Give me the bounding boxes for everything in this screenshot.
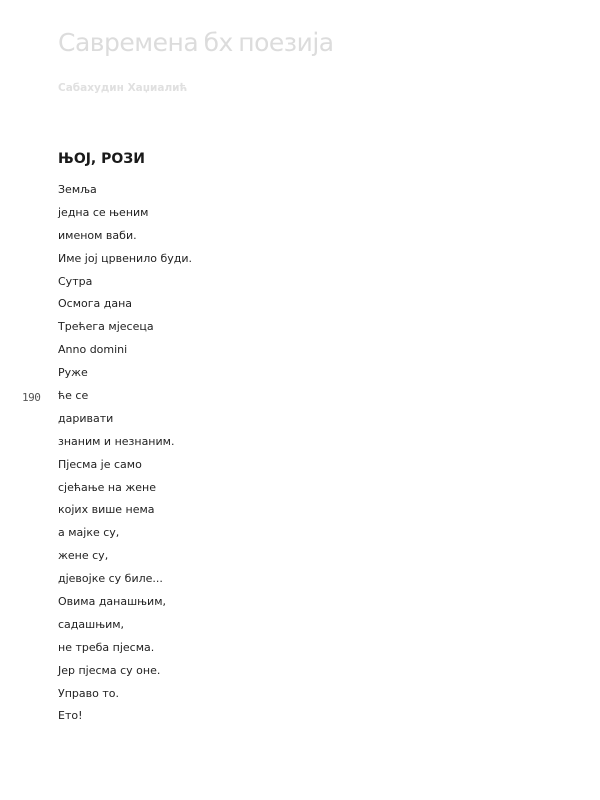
poem-line: Земља — [58, 183, 97, 196]
poem-line: Руже — [58, 366, 88, 380]
poem-line: дјевојке су биле... — [58, 572, 163, 586]
poem-line: Овима данашњим, — [58, 595, 166, 609]
poem-line: Ето! — [58, 709, 83, 723]
poem-line: Управо то. — [58, 686, 119, 700]
page-number: 190 — [22, 391, 41, 404]
poem-line: ће се — [58, 389, 89, 403]
poem-line: не треба пјесма. — [58, 640, 155, 654]
poem-line: сјећање на жене — [58, 480, 156, 494]
poem-line: Јер пјесма су оне. — [58, 663, 161, 677]
poem-line: једна се њеним — [58, 205, 149, 219]
poem-line: даривати — [58, 411, 114, 425]
poem-body — [58, 181, 192, 730]
poem-line: којих више нема — [58, 503, 155, 517]
poem-line: Име јој црвенило буди. — [58, 251, 192, 265]
poem-title: ЊОЈ, РОЗИ — [58, 151, 145, 167]
running-title: Савремена бх поезија — [58, 28, 334, 57]
poem-line: знаним и незнаним. — [58, 434, 175, 448]
poem-line: именом ваби. — [58, 228, 137, 242]
author-name: Сабахудин Хаџиалић — [58, 82, 188, 94]
poem-line: жене су, — [58, 549, 109, 563]
poem-line: Осмога дана — [58, 297, 133, 311]
poem-line: Трећега мјесеца — [58, 320, 154, 334]
poem-line: а мајке су, — [58, 526, 120, 540]
poem-line: Anno domini — [58, 343, 128, 357]
poem-line: садашњим, — [58, 617, 125, 631]
poem-line: Сутра — [58, 274, 93, 288]
poem-line: Пјесма је само — [58, 457, 142, 471]
